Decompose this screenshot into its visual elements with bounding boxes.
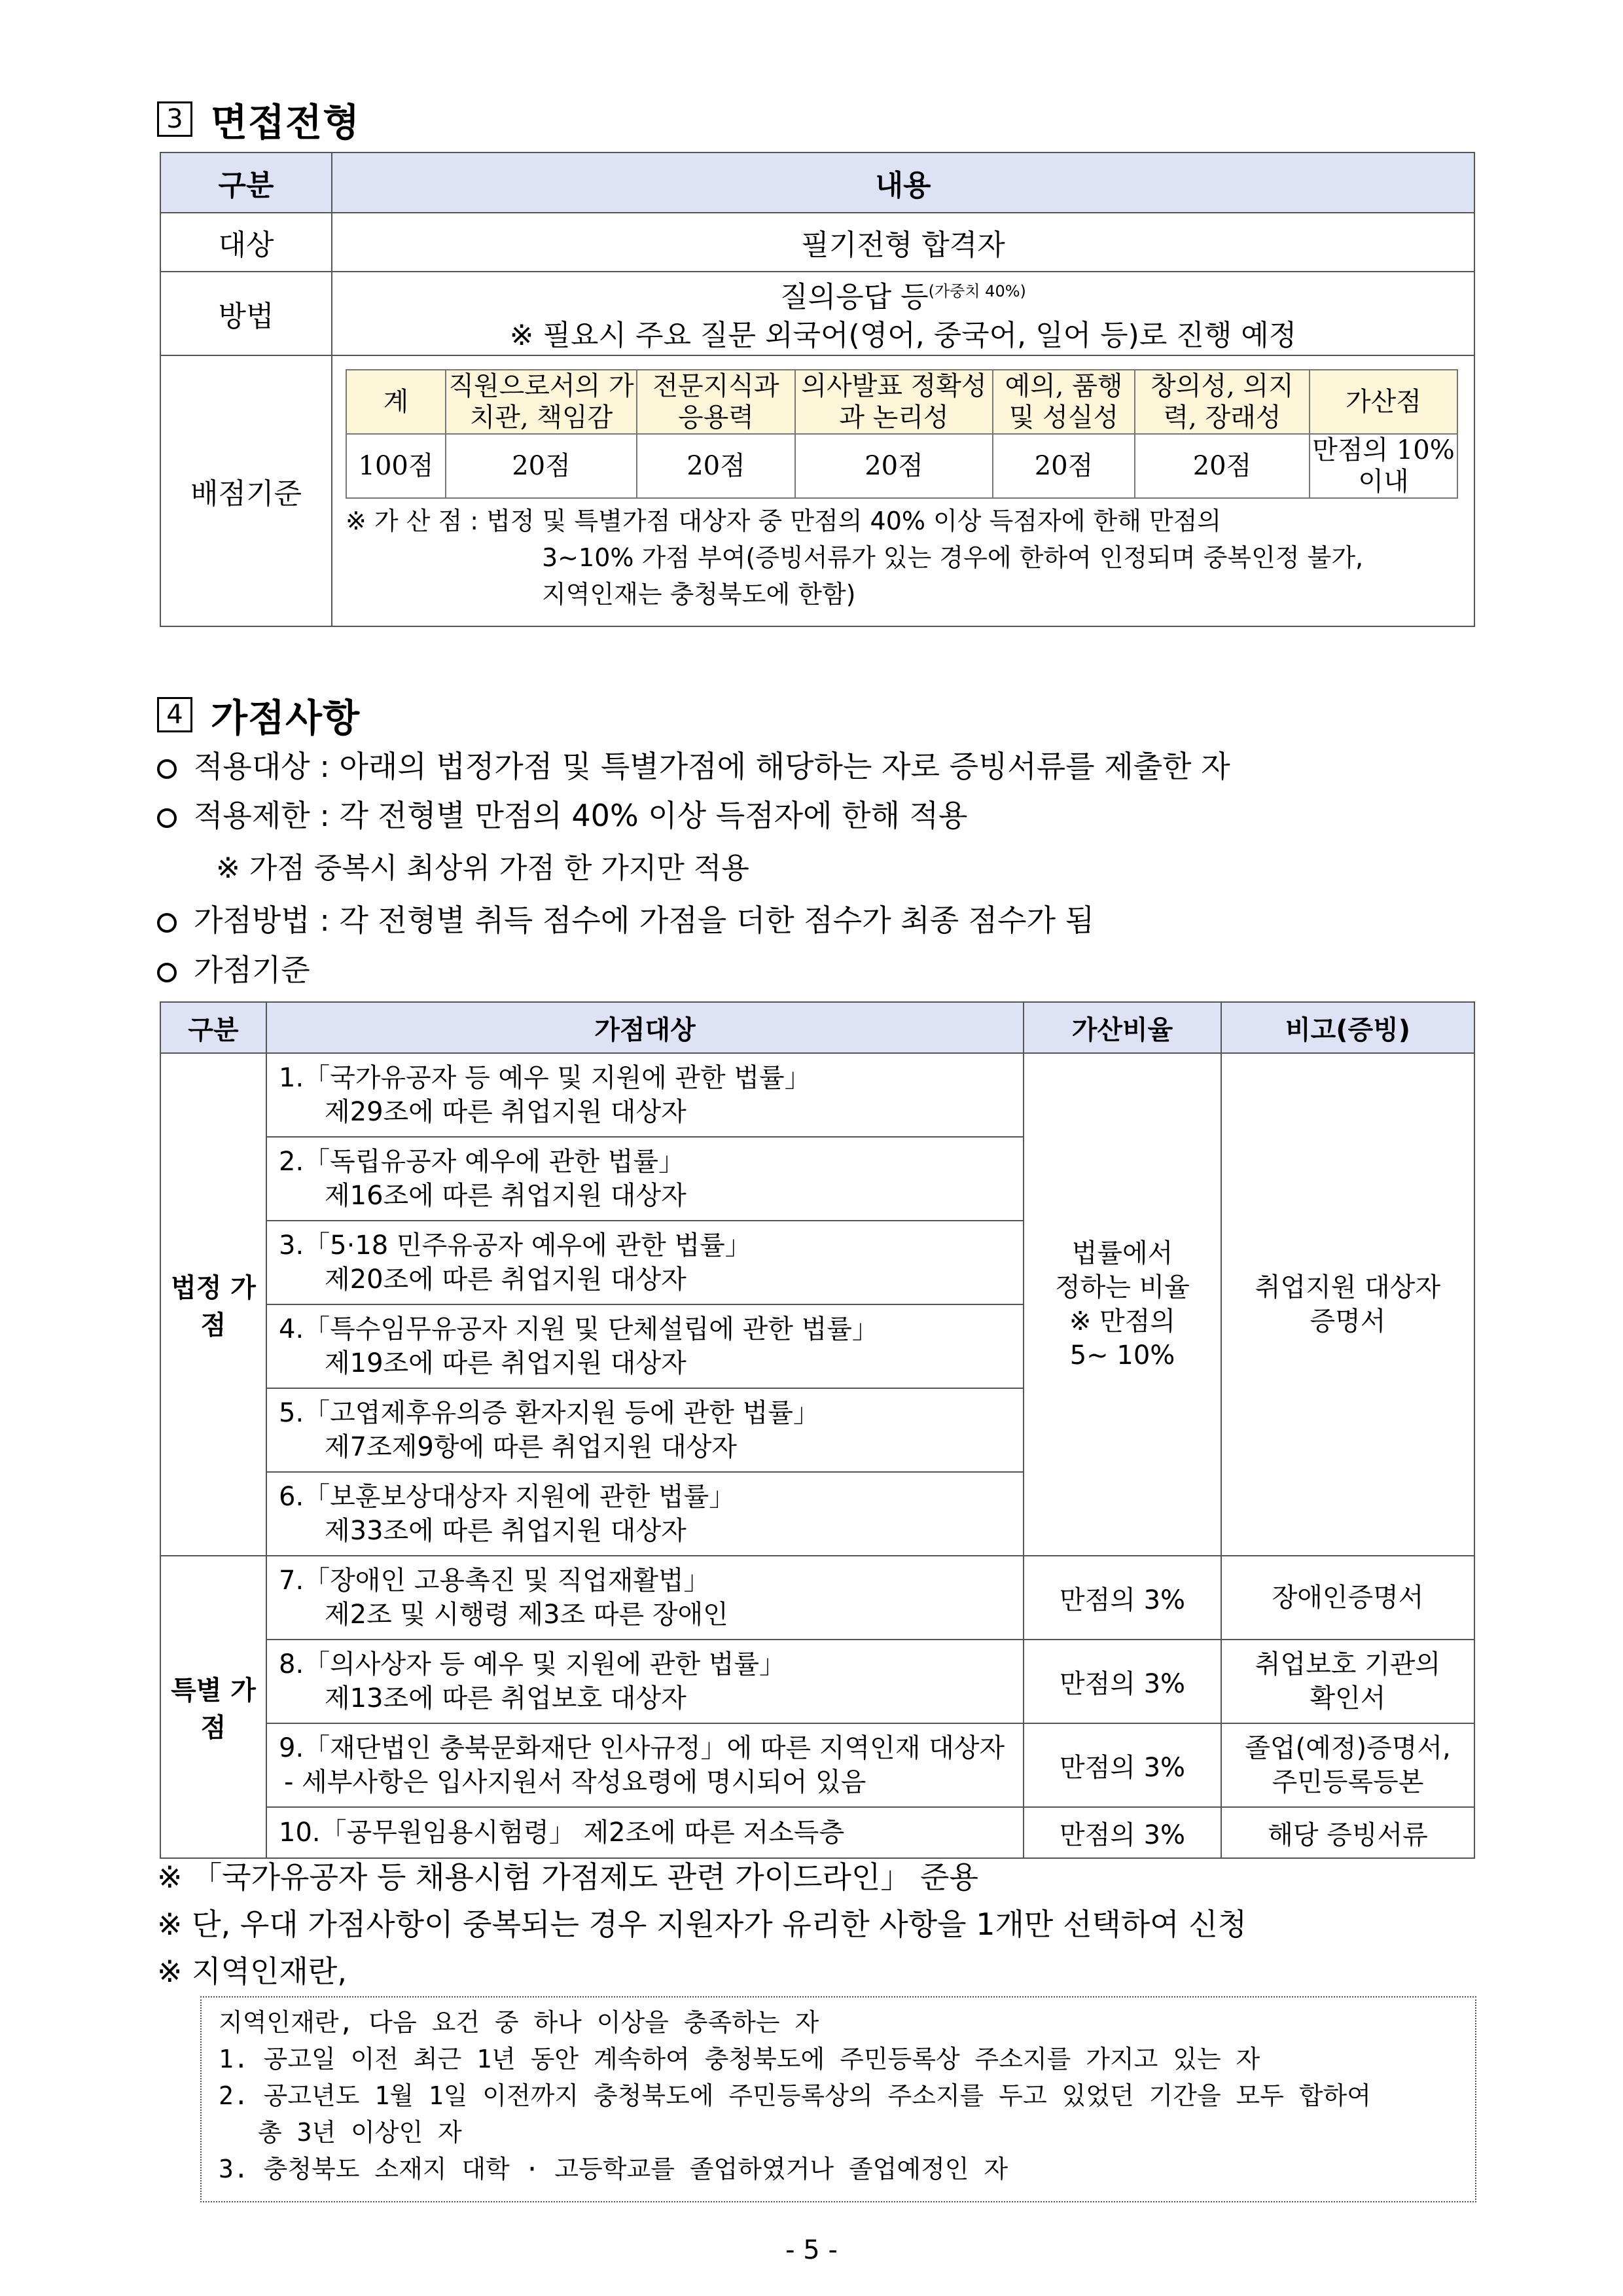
method-weight: (가중치 40%) <box>928 282 1026 300</box>
bullet-item <box>157 792 968 835</box>
circle-bullet-icon <box>157 913 177 933</box>
header-target: 가점대상 <box>266 1002 1024 1053</box>
footnote: ※ 「국가유공자 등 채용시험 가점제도 관련 가이드라인」 준용 <box>157 1859 978 1895</box>
bonus-criteria-table <box>160 1001 1475 1859</box>
bullet-text: 가점기준 <box>194 952 310 988</box>
score-header: 창의성, 의지력, 장래성 <box>1135 370 1310 434</box>
legal-rate: 법률에서 정하는 비율 ※ 만점의 5~ 10% <box>1024 1053 1221 1556</box>
special-note: 졸업(예정)증명서, 주민등록등본 <box>1221 1723 1474 1807</box>
score-table <box>346 369 1458 499</box>
box-line: 2. 공고년도 1월 1일 이전까지 충청북도에 주민등록상의 주소지를 두고 있었던 기간을 모두 합하여 <box>219 2081 1371 2110</box>
local-talent-box <box>200 1996 1476 2202</box>
special-category: 특별 가점 <box>160 1556 266 1858</box>
section-title: 면접전형 <box>211 100 361 145</box>
footnote: ※ 단, 우대 가점사항이 중복되는 경우 지원자가 유리한 사항을 1개만 선택하여 신청 <box>157 1907 1247 1942</box>
method-value <box>332 272 1474 355</box>
legal-item: 3.「5·18 민주유공자 예우에 관한 법률」 제20조에 따른 취업지원 대상자 <box>266 1221 1024 1304</box>
score-value: 20점 <box>1135 434 1310 498</box>
note-line: 지역인재는 충청북도에 한함) <box>542 579 856 609</box>
header-category: 구분 <box>160 152 332 213</box>
special-note: 해당 증빙서류 <box>1221 1807 1474 1858</box>
interview-table <box>160 152 1475 627</box>
special-item: 7.「장애인 고용촉진 및 직업재활법」 제2조 및 시행령 제3조 따른 장애인 <box>266 1556 1024 1640</box>
header-content: 내용 <box>332 152 1474 213</box>
method-label: 방법 <box>160 272 332 355</box>
special-note: 장애인증명서 <box>1221 1556 1474 1640</box>
header-category: 구분 <box>160 1002 266 1053</box>
footnote: ※ 지역인재란, <box>157 1954 347 1989</box>
legal-item: 1.「국가유공자 등 예우 및 지원에 관한 법률」 제29조에 따른 취업지원 대상자 <box>266 1053 1024 1137</box>
bullet-item <box>157 946 310 990</box>
section-number: 4 <box>157 697 192 732</box>
score-value: 만점의 10% 이내 <box>1310 434 1457 498</box>
score-header: 전문지식과 응용력 <box>637 370 795 434</box>
page-number: - 5 - <box>785 2235 838 2265</box>
special-note: 취업보호 기관의 확인서 <box>1221 1640 1474 1723</box>
bullet-item <box>157 743 1230 786</box>
circle-bullet-icon <box>157 963 177 982</box>
legal-item: 5.「고엽제후유의증 환자지원 등에 관한 법률」 제7조제9항에 따른 취업지원 대상자 <box>266 1388 1024 1472</box>
special-rate: 만점의 3% <box>1024 1640 1221 1723</box>
score-cell <box>332 355 1474 626</box>
header-rate: 가산비율 <box>1024 1002 1221 1053</box>
score-header: 의사발표 정확성과 논리성 <box>795 370 993 434</box>
bonus-note <box>332 499 1474 626</box>
score-value: 20점 <box>795 434 993 498</box>
score-value: 20점 <box>446 434 637 498</box>
special-item: 10.「공무원임용시험령」 제2조에 따른 저소득층 <box>266 1807 1024 1858</box>
score-header: 계 <box>346 370 446 434</box>
legal-item: 6.「보훈보상대상자 지원에 관한 법률」 제33조에 따른 취업지원 대상자 <box>266 1472 1024 1556</box>
legal-category: 법정 가점 <box>160 1053 266 1556</box>
box-line: 3. 충청북도 소재지 대학 · 고등학교를 졸업하였거나 졸업예정인 자 <box>219 2155 1008 2183</box>
score-value: 20점 <box>993 434 1135 498</box>
note-line: 3~10% 가점 부여(증빙서류가 있는 경우에 한하여 인정되며 중복인정 불가, <box>542 543 1364 572</box>
box-line: 1. 공고일 이전 최근 1년 동안 계속하여 충청북도에 주민등록상 주소지를 가지고 있는 자 <box>219 2045 1260 2073</box>
legal-note: 취업지원 대상자 증명서 <box>1221 1053 1474 1556</box>
section-title: 가점사항 <box>211 696 361 740</box>
section-3-heading <box>157 92 360 147</box>
score-header: 가산점 <box>1310 370 1457 434</box>
header-note: 비고(증빙) <box>1221 1002 1474 1053</box>
box-line: 총 3년 이상인 자 <box>258 2118 462 2147</box>
score-label: 배점기준 <box>160 355 332 626</box>
method-line1: 질의응답 등 <box>780 280 929 314</box>
bullet-text: 적용제한 : 각 전형별 만점의 40% 이상 득점자에 한해 적용 <box>194 798 968 833</box>
score-value: 100점 <box>346 434 446 498</box>
circle-bullet-icon <box>157 808 177 828</box>
score-header: 직원으로서의 가치관, 책임감 <box>446 370 637 434</box>
box-line: 지역인재란, 다음 요건 중 하나 이상을 충족하는 자 <box>219 2008 819 2037</box>
special-rate: 만점의 3% <box>1024 1723 1221 1807</box>
special-item: 8.「의사상자 등 예우 및 지원에 관한 법률」 제13조에 따른 취업보호 대상자 <box>266 1640 1024 1723</box>
special-item: 9.「재단법인 충북문화재단 인사규정」에 따른 지역인재 대상자 - 세부사항은 입사지원서 작성요령에 명시되어 있음 <box>266 1723 1024 1807</box>
bullet-text: 가점방법 : 각 전형별 취득 점수에 가점을 더한 점수가 최종 점수가 됨 <box>194 903 1095 938</box>
target-value: 필기전형 합격자 <box>332 213 1474 272</box>
score-value: 20점 <box>637 434 795 498</box>
legal-item: 4.「특수임무유공자 지원 및 단체설립에 관한 법률」 제19조에 따른 취업지원 대상자 <box>266 1304 1024 1388</box>
bullet-item <box>157 897 1094 940</box>
sub-note: ※ 가점 중복시 최상위 가점 한 가지만 적용 <box>216 852 749 885</box>
bullet-text: 적용대상 : 아래의 법정가점 및 특별가점에 해당하는 자로 증빙서류를 제출한 자 <box>194 749 1230 784</box>
score-header: 예의, 품행 및 성실성 <box>993 370 1135 434</box>
special-rate: 만점의 3% <box>1024 1807 1221 1858</box>
legal-item: 2.「독립유공자 예우에 관한 법률」 제16조에 따른 취업지원 대상자 <box>266 1137 1024 1221</box>
method-line2: ※ 필요시 주요 질문 외국어(영어, 중국어, 일어 등)로 진행 예정 <box>509 318 1297 352</box>
special-rate: 만점의 3% <box>1024 1556 1221 1640</box>
note-line: ※ 가 산 점 : 법정 및 특별가점 대상자 중 만점의 40% 이상 득점자에 한해 만점의 <box>346 506 1222 535</box>
circle-bullet-icon <box>157 759 177 779</box>
target-label: 대상 <box>160 213 332 272</box>
section-4-heading <box>157 687 360 742</box>
section-number: 3 <box>157 101 192 137</box>
